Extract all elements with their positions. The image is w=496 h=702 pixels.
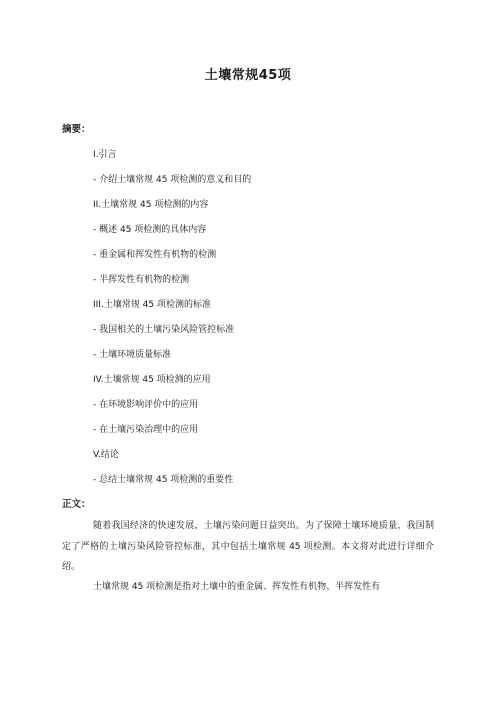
outline-item: II.土壤常规 45 项检测的内容 [93, 200, 209, 210]
outline-item: - 土壤环境质量标准 [93, 350, 172, 360]
outline-item: - 概述 45 项检测的具体内容 [93, 225, 207, 235]
outline-item: IV.土壤常规 45 项检测的应用 [93, 375, 211, 385]
body-paragraph: 随着我国经济的快速发展，土壤污染问题日益突出。为了保障土壤环境质量，我国制定了严格的土壤污染风险管控标准，其中包括土壤常规 45 项检测。本文将对此进行详细介绍。 [62, 521, 434, 572]
outline-item: - 在土壤污染治理中的应用 [93, 425, 199, 435]
outline-item: - 介绍土壤常规 45 项检测的意义和目的 [93, 175, 252, 185]
document-title: 土壤常规45项 [204, 68, 292, 83]
outline-item: - 半挥发性有机物的检测 [93, 275, 190, 285]
outline-item: III.土壤常规 45 项检测的标准 [93, 300, 211, 310]
outline-item: I.引言 [93, 150, 117, 160]
outline-item: V.结论 [93, 450, 119, 460]
outline-item: - 在环境影响评价中的应用 [93, 400, 199, 410]
body-paragraph: 土壤常规 45 项检测是指对土壤中的重金属、挥发性有机物、半挥发性有 [93, 582, 381, 592]
outline-item: - 我国相关的土壤污染风险管控标准 [93, 325, 235, 335]
abstract-heading: 摘要： [62, 124, 91, 135]
outline-item: - 总结土壤常规 45 项检测的重要性 [93, 475, 234, 485]
outline-item: - 重金属和挥发性有机物的检测 [93, 250, 217, 260]
body-heading: 正文： [62, 499, 91, 510]
